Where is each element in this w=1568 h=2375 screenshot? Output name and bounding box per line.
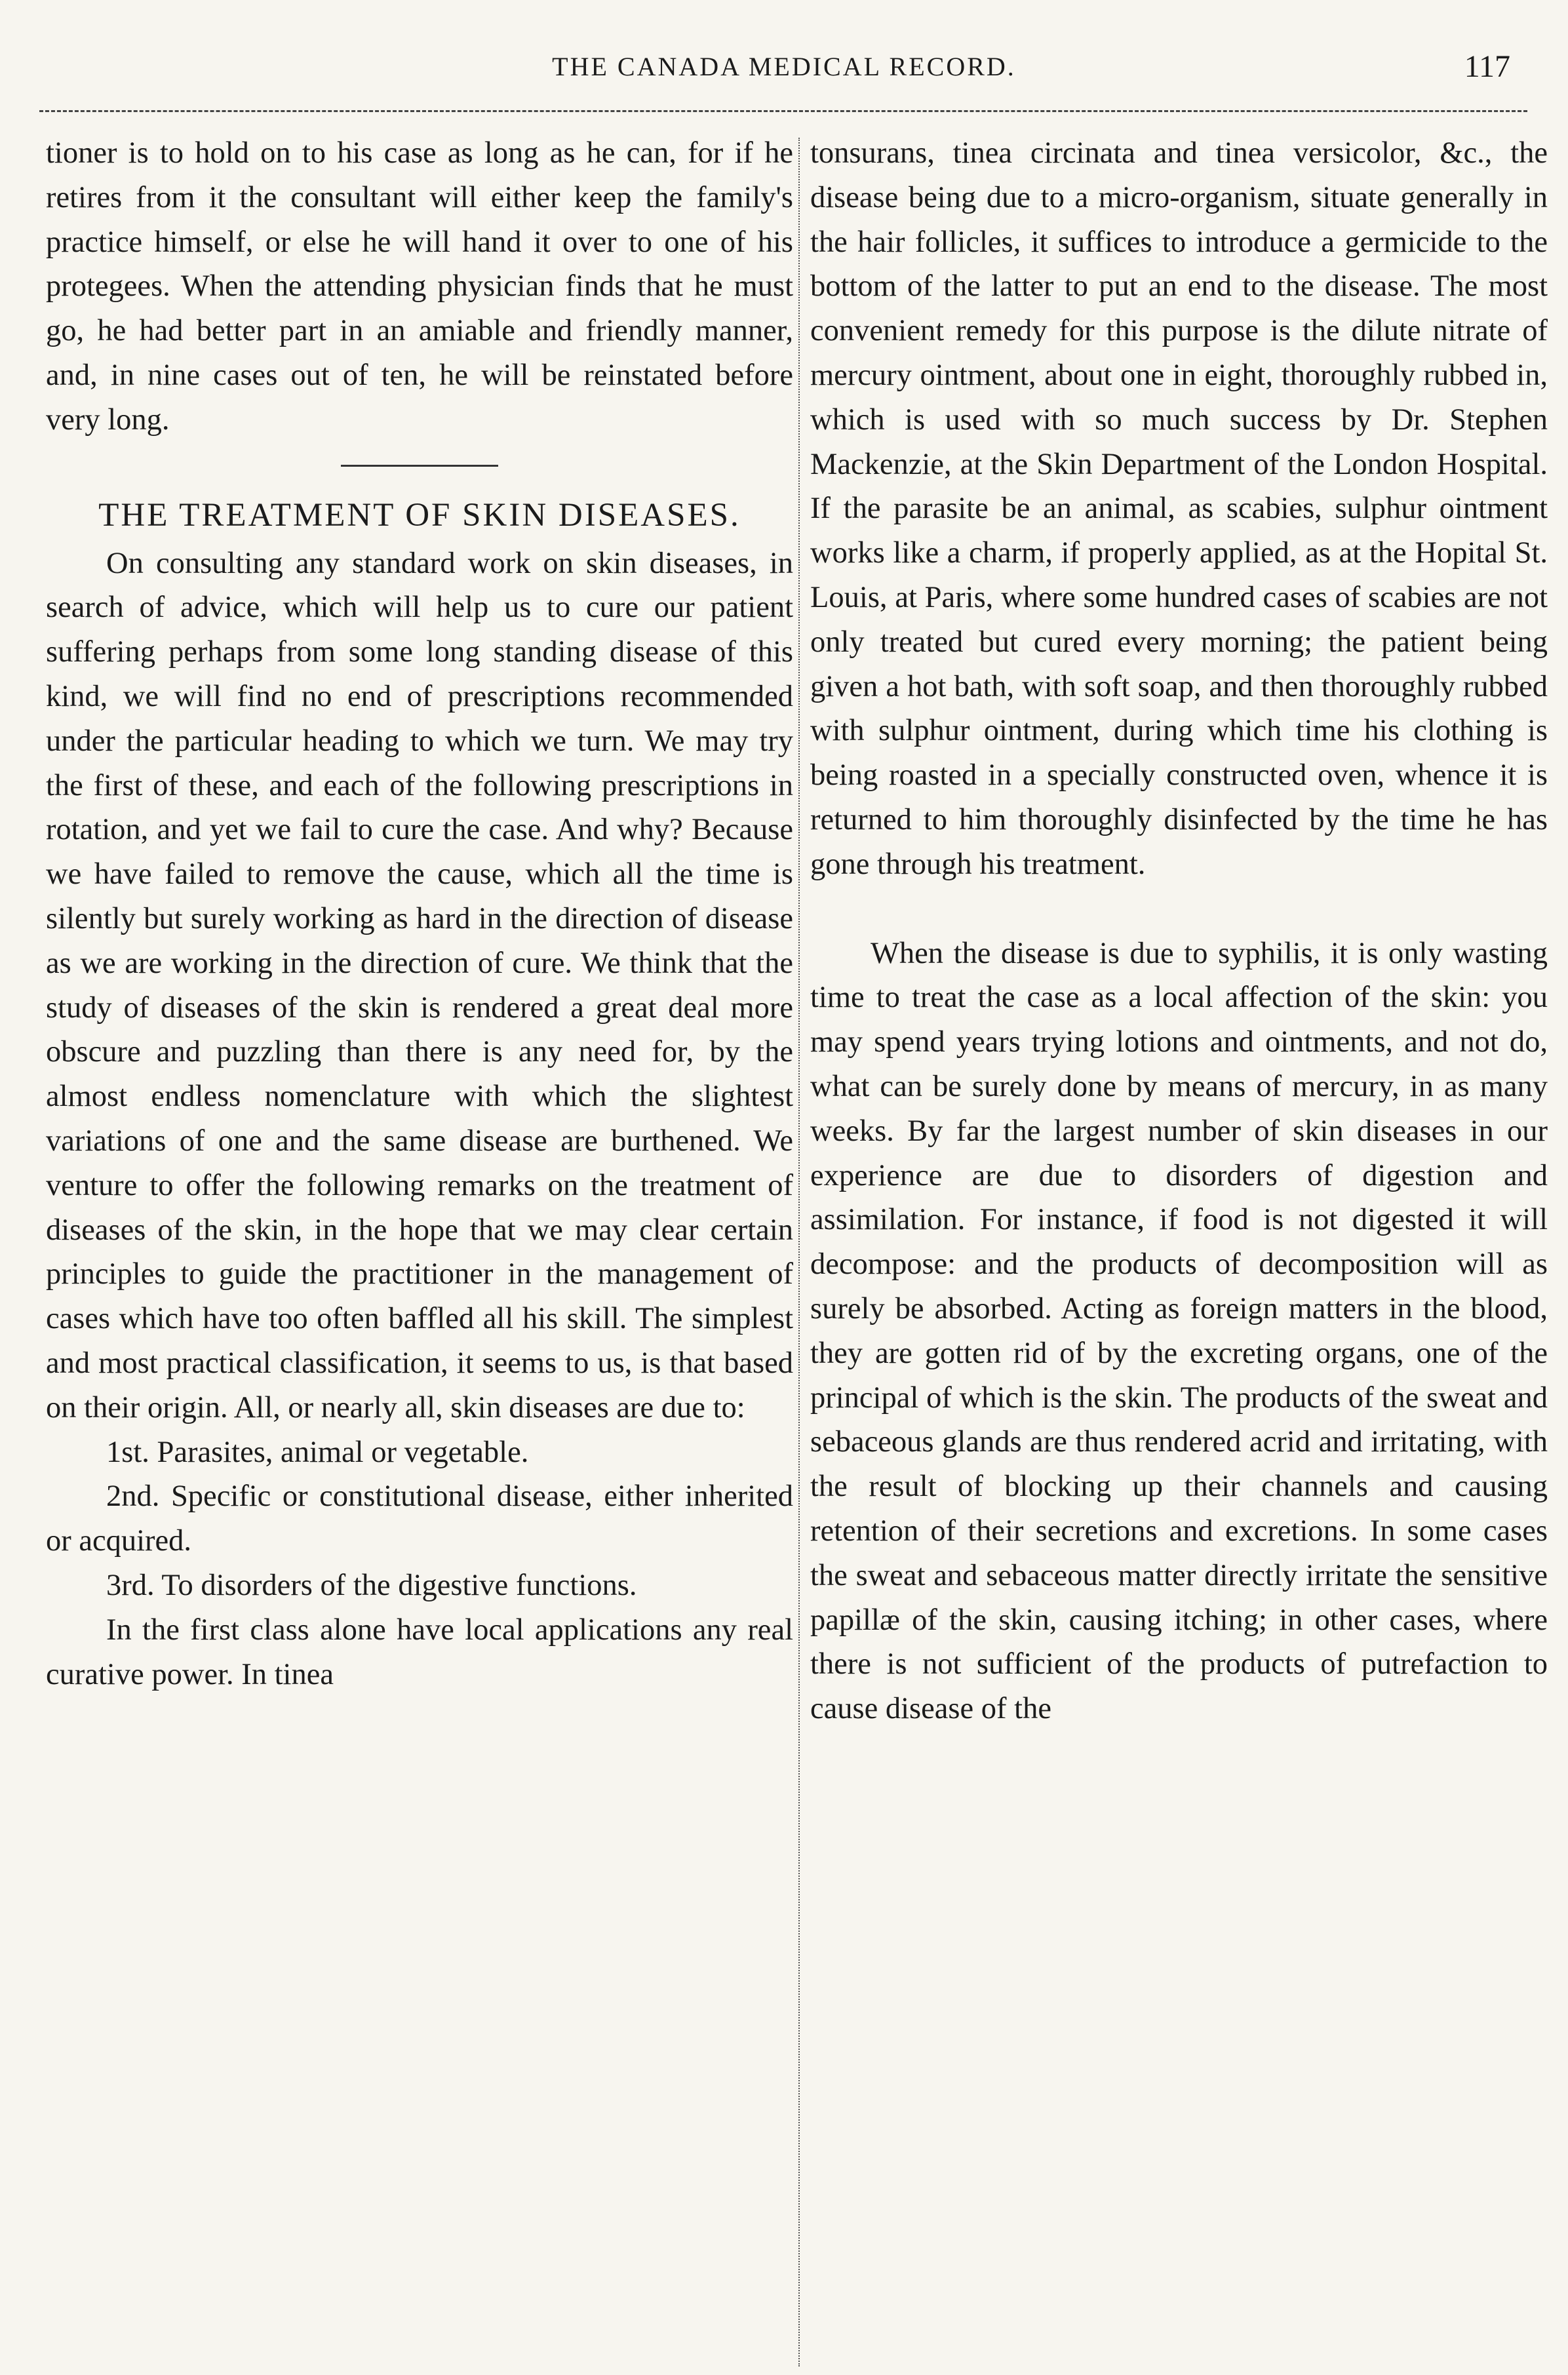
page-number: 117 bbox=[1464, 49, 1510, 84]
column-divider bbox=[798, 138, 800, 2366]
body-paragraph: When the disease is due to syphilis, it is only wasting time to treat the case as a local affection of the skin: you may spend years trying lotions and ointments, and not do, what can be surely done by means of mercury, in as many weeks. By far the largest number of skin diseases in our experience are due to disorders of digestion and assimilation. For instance, if food is not digested it will decompose: and the products of decomposition will as surely be absorbed. Acting as foreign matters in the blood, they are gotten rid of by the excreting organs, one of the principal of which is the skin. The products of the sweat and sebaceous glands are thus rendered acrid and irritating, with the result of blocking up their channels and causing retention of their secretions and excretions. In some cases the sweat and sebaceous matter directly irritate the sensitive papillæ of the skin, causing itching; in other cases, where there is not sufficient of the products of putrefaction to cause disease of the bbox=[810, 936, 1548, 1726]
classification-item-3: 3rd. To disorders of the digestive functions. bbox=[106, 1568, 637, 1602]
section-divider bbox=[341, 465, 498, 467]
body-paragraph: On consulting any standard work on skin diseases, in search of advice, which will help us to cure our patient suffering perhaps from some long standing disease of this kind, we will find no end of prescriptions recommended under the particular heading to which we turn. We may try the first of these, and each of the following prescriptions in rotation, and yet we fail to cure the case. And why? Because we have failed to remove the cause, which all the time is silently but surely working as hard in the direction of disease as we are working in the direction of cure. We think that the study of diseases of the skin is rendered a great deal more obscure and puzzling than there is any need for, by the almost endless nomenclature with which the slightest variations of one and the same disease are burthened. We venture to offer the following remarks on the treatment of diseases of the skin, in the hope that we may clear certain principles to guide the practitioner in the management of cases which have too often baffled all his skill. The simplest and most practical classification, it seems to us, is that based on their origin. All, or nearly all, skin diseases are due to: bbox=[46, 546, 793, 1424]
body-paragraph: In the first class alone have local applications any real curative power. In tinea bbox=[46, 1613, 793, 1691]
header-rule bbox=[39, 110, 1527, 112]
body-paragraph: tonsurans, tinea circinata and tinea versicolor, &c., the disease being due to a micro-organism, situate generally in the hair follicles, it suffices to introduce a germicide to the bottom of the latter to put an end to the disease. The most convenient remedy for this purpose is the dilute nitrate of mercury ointment, about one in eight, thoroughly rubbed in, which is used with so much success by Dr. Stephen Mackenzie, at the Skin Department of the London Hospital. If the parasite be an animal, as scabies, sulphur ointment works like a charm, if properly applied, as at the Hopital St. Louis, at Paris, where some hundred cases of scabies are not only treated but cured every morning; the patient being given a hot bath, with soft soap, and then thoroughly rubbed with sulphur ointment, during which time his clothing is being roasted in a specially constructed oven, whence it is returned to him thoroughly disinfected by the time he has gone through his treatment. bbox=[810, 136, 1548, 881]
left-column bbox=[46, 131, 793, 1697]
article-title: THE TREATMENT OF SKIN DISEASES. bbox=[98, 496, 741, 534]
continued-paragraph: tioner is to hold on to his case as long as he can, for if he retires from it the consultant will either keep the family's practice himself, or else he will hand it over to one of his protegees. When the attending physician finds that he must go, he had better part in an amiable and friendly manner, and, in nine cases out of ten, he will be reinstated before very long. bbox=[46, 136, 793, 437]
running-head bbox=[0, 51, 1568, 90]
classification-item-1: 1st. Parasites, animal or vegetable. bbox=[106, 1435, 529, 1469]
right-column bbox=[810, 131, 1548, 1731]
classification-item-2: 2nd. Specific or constitutional disease, either inherited or acquired. bbox=[46, 1480, 793, 1558]
paragraph-gap bbox=[810, 887, 1548, 932]
journal-title: THE CANADA MEDICAL RECORD. bbox=[552, 52, 1016, 81]
